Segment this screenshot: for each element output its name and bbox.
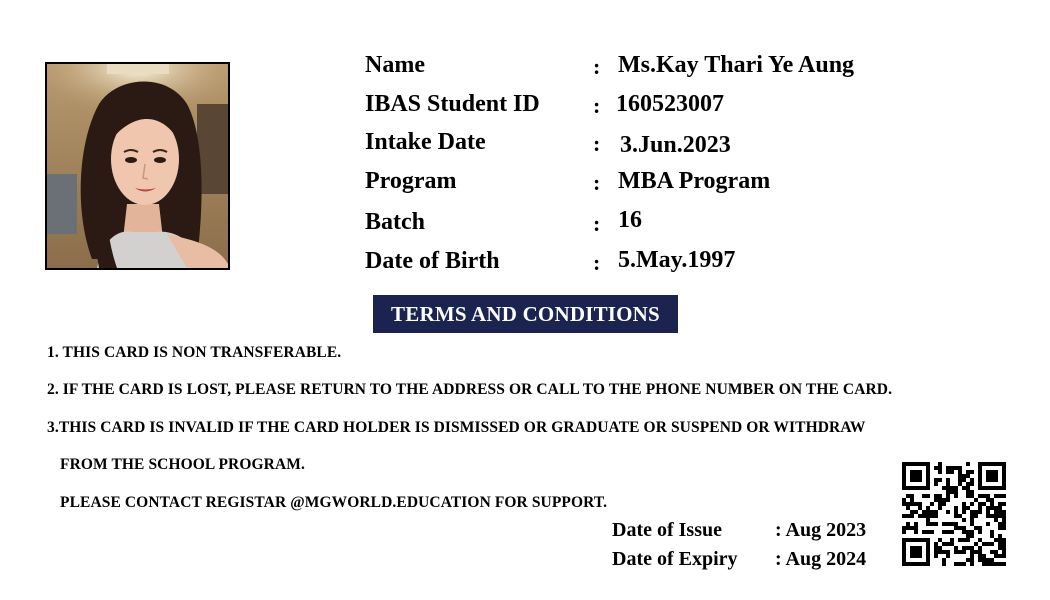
info-row-date-of-birth xyxy=(365,248,925,280)
term-line-3: 3.THIS CARD IS INVALID IF THE CARD HOLDER IS DISMISSED OR GRADUATE OR SUSPEND OR WITHDRAW xyxy=(47,419,866,436)
qr-code-icon xyxy=(902,462,1006,566)
student-id-colon: : xyxy=(593,93,601,118)
info-row-batch xyxy=(365,209,925,241)
date-of-issue-label: Date of Issue xyxy=(612,519,722,541)
date-of-expiry-label: Date of Expiry xyxy=(612,548,738,570)
student-id-label: IBAS Student ID xyxy=(365,91,540,117)
name-colon: : xyxy=(593,54,601,79)
batch-value: 16 xyxy=(618,207,642,233)
intake-date-value: 3.Jun.2023 xyxy=(620,132,731,158)
info-row-program xyxy=(365,168,925,200)
date-of-birth-value: 5.May.1997 xyxy=(618,247,736,273)
term-line-2: 2. IF THE CARD IS LOST, PLEASE RETURN TO THE ADDRESS OR CALL TO THE PHONE NUMBER ON THE CARD. xyxy=(47,381,893,398)
batch-label: Batch xyxy=(365,209,425,235)
date-of-birth-colon: : xyxy=(593,250,601,275)
info-row-intake-date xyxy=(365,129,925,161)
student-id-value: 160523007 xyxy=(616,91,724,117)
term-line-3-continued: FROM THE SCHOOL PROGRAM. xyxy=(60,456,305,473)
name-label: Name xyxy=(365,52,425,78)
term-line-1: 1. THIS CARD IS NON TRANSFERABLE. xyxy=(47,344,342,361)
program-label: Program xyxy=(365,168,457,194)
student-photo xyxy=(45,62,230,270)
date-of-birth-label: Date of Birth xyxy=(365,248,500,274)
batch-colon: : xyxy=(593,211,601,236)
program-colon: : xyxy=(593,170,601,195)
info-row-name xyxy=(365,52,925,84)
date-of-issue-value: : Aug 2023 xyxy=(775,519,867,541)
term-contact-line: PLEASE CONTACT REGISTAR @MGWORLD.EDUCATION FOR SUPPORT. xyxy=(60,494,608,511)
info-row-student-id xyxy=(365,91,925,123)
program-value: MBA Program xyxy=(618,168,771,194)
terms-banner: TERMS AND CONDITIONS xyxy=(373,295,678,333)
date-of-expiry-value: : Aug 2024 xyxy=(775,548,867,570)
name-value: Ms.Kay Thari Ye Aung xyxy=(618,52,855,78)
intake-date-colon: : xyxy=(593,131,601,156)
intake-date-label: Intake Date xyxy=(365,129,486,155)
